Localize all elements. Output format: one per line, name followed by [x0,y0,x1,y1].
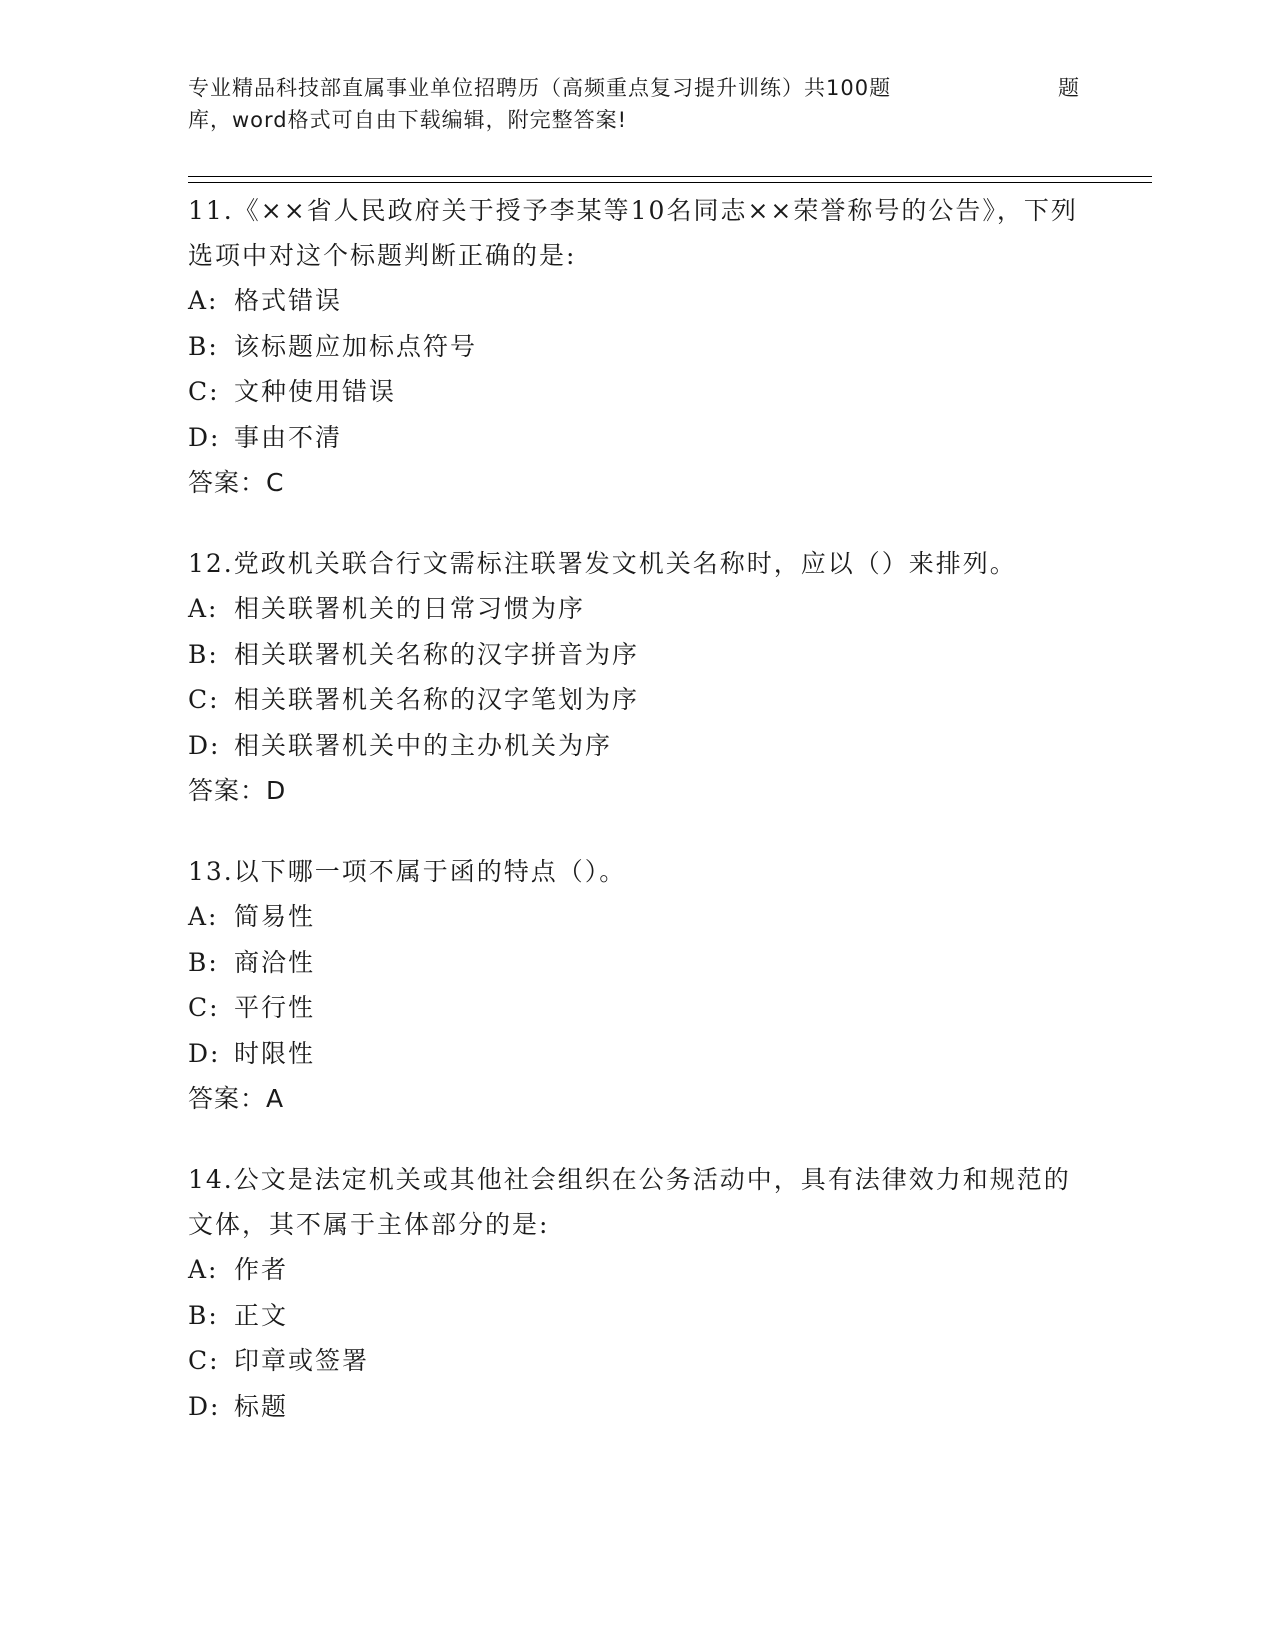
option-list [188,586,1088,768]
option-text: 作者 [234,1255,289,1284]
answer-line: 答案：C [188,468,285,497]
option-text: 商洽性 [234,947,316,977]
option-letter: A: [188,594,219,623]
option-letter: B: [188,1300,219,1330]
question-stem: 11.《××省人民政府关于授予李某等10名同志××荣誉称号的公告》，下列选项中对这个标题判断正确的是: [188,196,1078,270]
option-a [188,278,1088,324]
option-c [188,1338,1088,1384]
option-text: 相关联署机关中的主办机关为序 [234,730,613,760]
answer-line: 答案：A [188,1084,285,1113]
option-list [188,894,1088,1076]
option-letter: D: [188,422,221,452]
option-text: 事由不清 [234,422,343,452]
document-header [188,72,1088,136]
option-letter: C: [188,377,220,406]
option-text: 格式错误 [234,286,343,315]
question-stem: 14.公文是法定机关或其他社会组织在公务活动中，具有法律效力和规范的文体，其不属于主体部分的是: [188,1165,1071,1239]
option-b [188,1293,1088,1339]
option-d [188,415,1088,461]
option-d [188,1031,1088,1077]
question-14 [188,1157,1088,1429]
option-c [188,369,1088,415]
option-text: 正文 [234,1300,289,1330]
option-text: 时限性 [234,1038,316,1068]
option-text: 相关联署机关的日常习惯为序 [234,594,586,623]
option-text: 文种使用错误 [234,377,397,406]
option-letter: C: [188,993,220,1022]
header-line-1 [188,72,1088,104]
question-13 [188,849,1088,1121]
option-a [188,1247,1088,1293]
answer-line: 答案：D [188,776,287,805]
option-c [188,985,1088,1031]
option-letter: A: [188,902,219,931]
option-text: 该标题应加标点符号 [234,331,478,361]
header-title-trail: 题 [1058,76,1080,100]
option-letter: D: [188,1391,221,1421]
option-letter: D: [188,730,221,760]
option-letter: C: [188,685,220,714]
option-list [188,278,1088,460]
option-letter: A: [188,286,219,315]
option-text: 标题 [234,1391,289,1421]
option-letter: B: [188,639,219,669]
header-divider-top [188,176,1152,177]
question-11 [188,188,1088,505]
option-text: 印章或签署 [234,1346,370,1375]
option-a [188,586,1088,632]
option-a [188,894,1088,940]
question-list [188,188,1088,1465]
option-b [188,324,1088,370]
option-b [188,940,1088,986]
option-text: 平行性 [234,993,316,1022]
header-line-2: 库，word格式可自由下载编辑，附完整答案! [188,108,628,132]
option-d [188,1384,1088,1430]
question-12 [188,541,1088,813]
option-text: 简易性 [234,902,316,931]
option-letter: B: [188,947,219,977]
option-text: 相关联署机关名称的汉字拼音为序 [234,639,640,669]
question-stem: 12.党政机关联合行文需标注联署发文机关名称时，应以（）来排列。 [188,549,1017,578]
option-letter: A: [188,1255,219,1284]
option-c [188,677,1088,723]
option-list [188,1247,1088,1429]
header-title: 专业精品科技部直属事业单位招聘历（高频重点复习提升训练）共100题 [188,76,892,100]
option-text: 相关联署机关名称的汉字笔划为序 [234,685,640,714]
option-letter: C: [188,1346,220,1375]
option-b [188,632,1088,678]
option-letter: B: [188,331,219,361]
header-divider-bottom [188,182,1152,183]
option-letter: D: [188,1038,221,1068]
option-d [188,723,1088,769]
question-stem: 13.以下哪一项不属于函的特点（）。 [188,857,627,886]
